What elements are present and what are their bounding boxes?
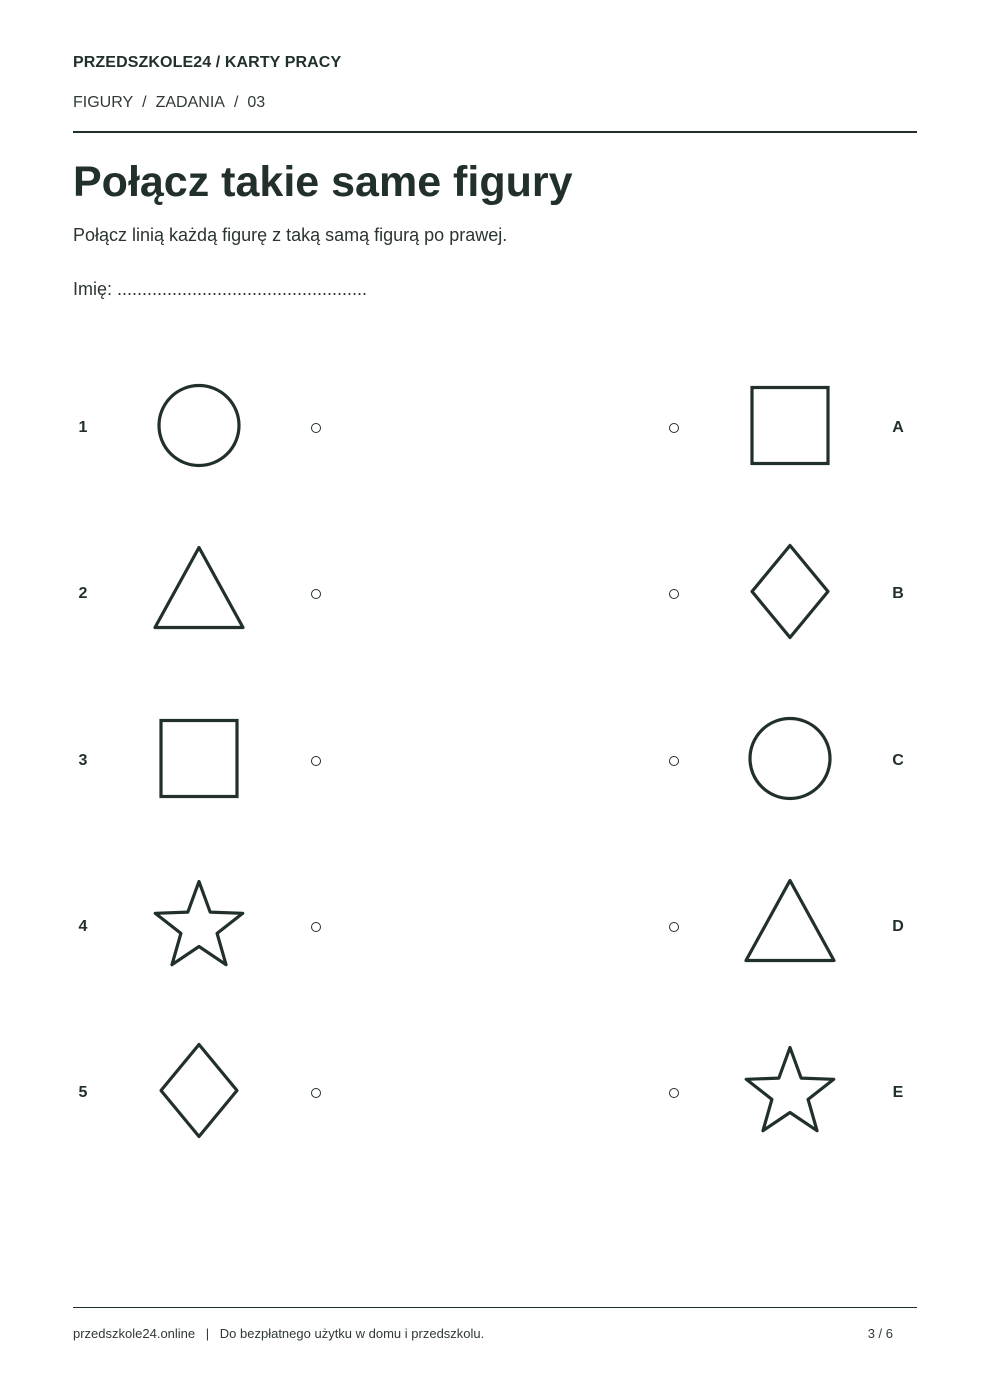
left-connector-dot-2[interactable] <box>311 589 321 599</box>
right-item-label-e: E <box>892 1084 904 1101</box>
left-figure-1 <box>149 376 249 481</box>
breadcrumb-item-number: 03 <box>247 94 266 111</box>
right-connector-dot-e[interactable] <box>669 1088 679 1098</box>
left-item-label-5: 5 <box>78 1084 88 1101</box>
diamond-icon <box>740 542 840 642</box>
right-figure-a <box>740 376 840 481</box>
right-figure-c <box>740 709 840 814</box>
right-connector-dot-c[interactable] <box>669 756 679 766</box>
right-figure-e <box>740 1041 840 1146</box>
circle-icon <box>740 709 840 809</box>
right-item-label-a: A <box>892 419 904 436</box>
right-connector-dot-d[interactable] <box>669 922 679 932</box>
footer-separator: | <box>205 1326 210 1341</box>
square-icon <box>740 376 840 476</box>
left-figure-4 <box>149 875 249 980</box>
star-icon <box>149 875 249 975</box>
right-connector-dot-a[interactable] <box>669 423 679 433</box>
instruction-text: Połącz linią każdą figurę z taką samą figurą po prawej. <box>73 225 508 245</box>
breadcrumb-item-zadania[interactable]: ZADANIA <box>155 94 225 111</box>
left-figure-5 <box>149 1041 249 1146</box>
right-figure-d <box>740 875 840 980</box>
page-number: 3 / 6 <box>867 1326 893 1341</box>
square-icon <box>149 709 249 809</box>
right-figure-b <box>740 542 840 647</box>
right-item-label-d: D <box>892 918 904 935</box>
header-divider <box>73 131 917 133</box>
left-item-label-3: 3 <box>78 752 88 769</box>
page-title: Połącz takie same figury <box>73 158 573 206</box>
left-item-label-4: 4 <box>78 918 88 935</box>
left-item-label-1: 1 <box>78 419 88 436</box>
right-item-label-b: B <box>892 585 904 602</box>
star-icon <box>740 1041 840 1141</box>
right-item-label-c: C <box>892 752 904 769</box>
circle-icon <box>149 376 249 476</box>
left-item-label-2: 2 <box>78 585 88 602</box>
footer-info <box>73 1326 484 1341</box>
footer-site-link[interactable]: przedszkole24.online <box>73 1326 196 1341</box>
left-connector-dot-5[interactable] <box>311 1088 321 1098</box>
diamond-icon <box>149 1041 249 1141</box>
header-brand: PRZEDSZKOLE24 / KARTY PRACY <box>73 54 342 71</box>
triangle-icon <box>740 875 840 975</box>
breadcrumb-separator: / <box>233 94 239 111</box>
left-connector-dot-4[interactable] <box>311 922 321 932</box>
breadcrumb <box>73 94 265 112</box>
footer-divider <box>73 1307 917 1308</box>
left-connector-dot-1[interactable] <box>311 423 321 433</box>
name-field[interactable]: Imię: .................................................. <box>73 279 368 299</box>
left-figure-2 <box>149 542 249 647</box>
left-connector-dot-3[interactable] <box>311 756 321 766</box>
left-figure-3 <box>149 709 249 814</box>
breadcrumb-separator: / <box>142 94 147 111</box>
breadcrumb-item-figury[interactable]: FIGURY <box>73 94 134 111</box>
right-connector-dot-b[interactable] <box>669 589 679 599</box>
footer-note: Do bezpłatnego użytku w domu i przedszkolu. <box>219 1326 485 1341</box>
triangle-icon <box>149 542 249 642</box>
